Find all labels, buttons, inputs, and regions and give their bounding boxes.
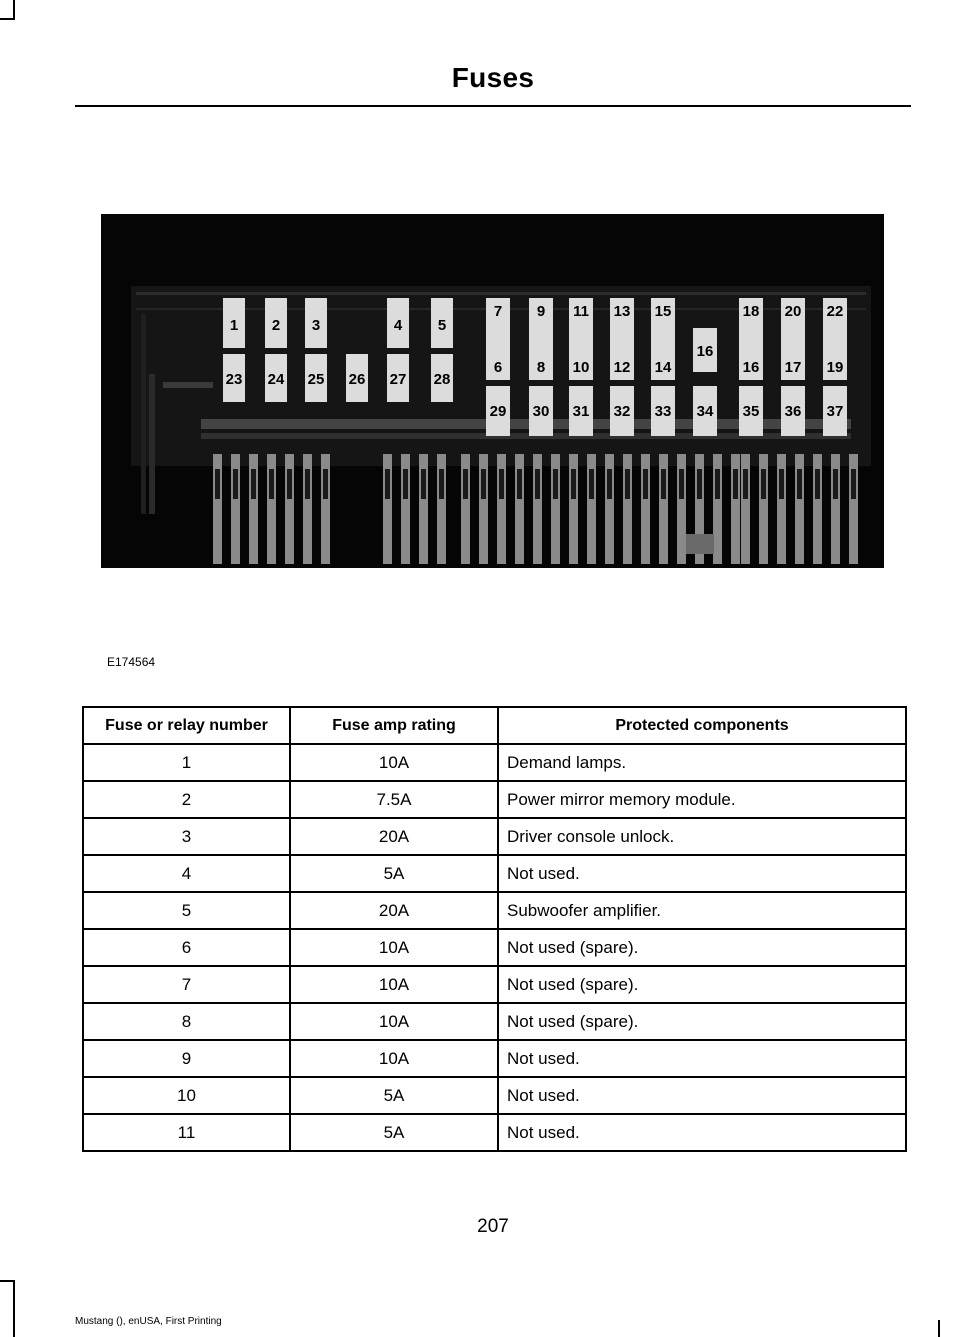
table-row [83,855,906,892]
table-row [83,781,906,818]
fuse-label: 19 [826,359,844,376]
fuse-label: 14 [654,359,672,376]
fuse-label: 22 [826,303,844,320]
terminal-slot [421,469,426,499]
fuse-label: 4 [393,317,403,334]
table-row [83,892,906,929]
terminal-slot [661,469,666,499]
fuse-label: 31 [572,403,590,420]
fuse-number: 9 [83,1040,290,1077]
fuse-label: 15 [654,303,672,320]
fuse-label: 3 [311,317,321,334]
terminal-slot [779,469,784,499]
fuse-number: 3 [83,818,290,855]
fuse-label: 9 [536,303,546,320]
header-protected-components: Protected components [498,707,906,744]
header-fuse-number: Fuse or relay number [83,707,290,744]
fuse-label: 24 [267,371,285,388]
protected-component: Subwoofer amplifier. [498,892,906,929]
fuse-label: 25 [307,371,325,388]
fuse-label: 16 [696,343,714,360]
header-amp-rating: Fuse amp rating [290,707,498,744]
protected-component: Not used. [498,1114,906,1151]
fuse-number: 8 [83,1003,290,1040]
fuse-label: 29 [489,403,507,420]
terminal-slot [517,469,522,499]
terminal-slot [761,469,766,499]
fuse-label: 33 [654,403,672,420]
table-row [83,744,906,781]
table-row [83,966,906,1003]
fuse-label: 17 [784,359,802,376]
terminal-slot [643,469,648,499]
fuse-number: 10 [83,1077,290,1114]
fuse-label: 36 [784,403,802,420]
fuse-panel-diagram [101,214,884,568]
fuse-label: 32 [613,403,631,420]
terminal-slot [833,469,838,499]
footer-text: Mustang (), enUSA, First Printing [75,1316,222,1327]
fuse-label: 23 [225,371,243,388]
protected-component: Not used. [498,855,906,892]
terminal-rows [213,454,858,564]
terminal-slot [439,469,444,499]
fuse-label: 26 [348,371,366,388]
terminal-slot [607,469,612,499]
table-row [83,1077,906,1114]
amp-rating: 20A [290,818,498,855]
crop-mark-top-left-h [0,18,15,20]
terminal-slot [589,469,594,499]
terminal-slot [251,469,256,499]
fuse-label: 2 [271,317,281,334]
terminal-slot [851,469,856,499]
fuse-label: 20 [784,303,802,320]
terminal-slot [215,469,220,499]
protected-component: Power mirror memory module. [498,781,906,818]
fuse-label: 37 [826,403,844,420]
fuse-label: 28 [433,371,451,388]
terminal-slot [553,469,558,499]
crop-mark-bottom-left-v [13,1280,15,1337]
terminal-slot [733,469,738,499]
connector-block [686,534,714,554]
terminal-slot [463,469,468,499]
fuse-label: 1 [229,317,239,334]
terminal-slot [535,469,540,499]
fuse-label: 27 [389,371,407,388]
fuse-label: 34 [696,403,714,420]
terminal-slot [287,469,292,499]
fuse-label: 35 [742,403,760,420]
terminal-slot [385,469,390,499]
protected-component: Not used. [498,1040,906,1077]
amp-rating: 10A [290,1040,498,1077]
amp-rating: 20A [290,892,498,929]
amp-rating: 7.5A [290,781,498,818]
terminal-slot [815,469,820,499]
fuse-label: 6 [493,359,503,376]
fuse-label: 10 [572,359,590,376]
protected-component: Not used (spare). [498,966,906,1003]
terminal-slot [571,469,576,499]
terminal-slot [697,469,702,499]
fuse-label: 7 [493,303,503,320]
terminal-slot [323,469,328,499]
terminal-slot [403,469,408,499]
table-header-row [83,707,906,744]
crop-mark-bottom-left-h [0,1280,15,1282]
terminal-slot [305,469,310,499]
terminal-slot [499,469,504,499]
terminal-slot [679,469,684,499]
terminal-slot [625,469,630,499]
terminal-slot [269,469,274,499]
amp-rating: 10A [290,744,498,781]
protected-component: Not used (spare). [498,929,906,966]
fuse-number: 1 [83,744,290,781]
table-row [83,1114,906,1151]
fuse-number: 7 [83,966,290,1003]
terminal-slot [743,469,748,499]
amp-rating: 5A [290,1077,498,1114]
table-row [83,929,906,966]
protected-component: Not used. [498,1077,906,1114]
crop-mark-top-left-v [13,0,15,20]
protected-component: Driver console unlock. [498,818,906,855]
fuse-label: 8 [536,359,546,376]
fuse-number: 5 [83,892,290,929]
terminal-slot [797,469,802,499]
amp-rating: 10A [290,966,498,1003]
protected-component: Not used (spare). [498,1003,906,1040]
fuse-number: 4 [83,855,290,892]
page-title: Fuses [451,62,535,93]
fuse-label: 16 [742,359,760,376]
terminal-slot [715,469,720,499]
table-row [83,1040,906,1077]
amp-rating: 5A [290,1114,498,1151]
title-rule [75,105,911,107]
protected-component: Demand lamps. [498,744,906,781]
terminal-slot [233,469,238,499]
fuse-number: 6 [83,929,290,966]
fuse-label: 11 [573,303,589,320]
crop-mark-bottom-right-v [938,1320,940,1337]
amp-rating: 5A [290,855,498,892]
fuse-label: 12 [613,359,631,376]
fuse-number: 11 [83,1114,290,1151]
fuse-number: 2 [83,781,290,818]
fuse-label: 13 [613,303,631,320]
fuse-panel-figure [101,214,884,568]
terminal-slot [481,469,486,499]
page-number: 207 [477,1216,509,1237]
amp-rating: 10A [290,1003,498,1040]
table-row [83,818,906,855]
amp-rating: 10A [290,929,498,966]
table-row [83,1003,906,1040]
fuse-label: 5 [437,317,447,334]
fuse-label: 30 [532,403,550,420]
fuse-label: 18 [742,303,760,320]
figure-code: E174564 [107,655,156,669]
fuse-table [82,706,907,1152]
